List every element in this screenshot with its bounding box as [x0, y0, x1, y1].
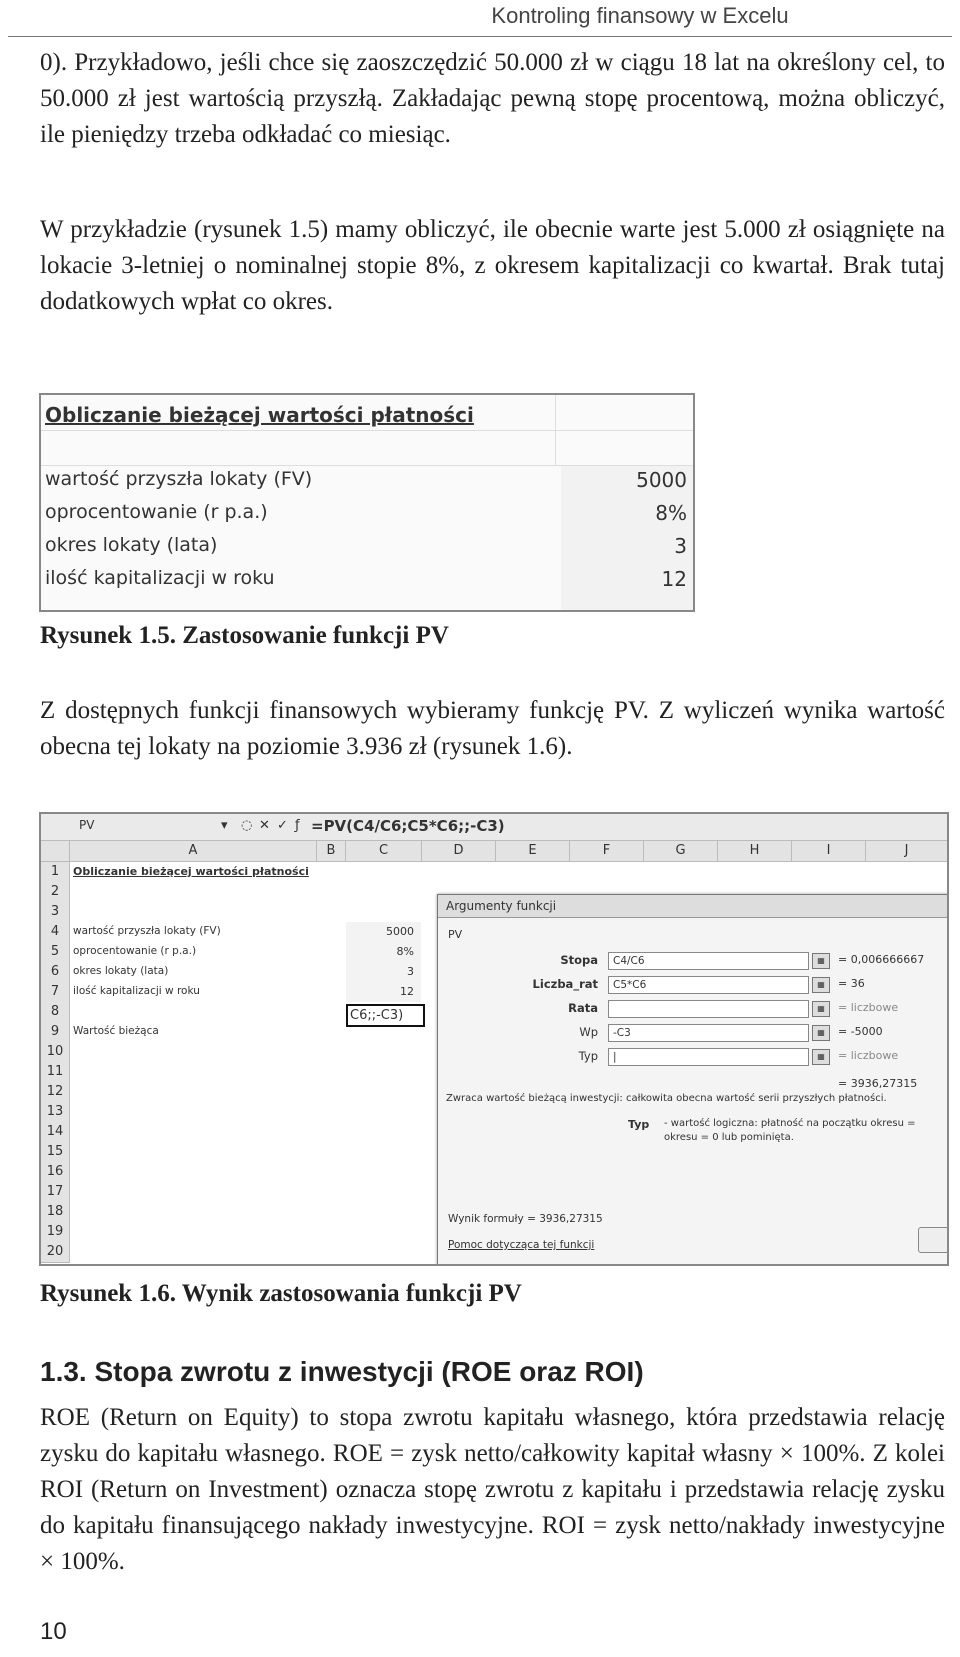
arg-result: = liczbowe — [838, 1049, 899, 1062]
row-header[interactable]: 6 — [41, 962, 70, 983]
formula-bar — [41, 814, 947, 841]
row-label: okres lokaty (lata) — [45, 534, 218, 556]
row-header[interactable]: 9 — [41, 1022, 70, 1043]
arg-label-rata: Rata — [568, 1001, 598, 1015]
column-header[interactable]: I — [792, 841, 866, 862]
arg-label-stopa: Stopa — [560, 953, 598, 967]
arg-label-typ: Typ — [578, 1049, 598, 1063]
chevron-down-icon[interactable]: ▾ — [221, 818, 228, 833]
cell-c5[interactable]: 3 — [407, 965, 414, 978]
typ-description-line1: - wartość logiczna: płatność na początku okresu = — [664, 1118, 916, 1129]
cell-a3[interactable]: wartość przyszła lokaty (FV) — [73, 925, 221, 937]
function-description: Zwraca wartość bieżącą inwestycji: całkowita obecna wartość serii przyszłych płatności. — [446, 1093, 887, 1104]
paragraph-roe-roi-text: ROE (Return on Equity) to stopa zwrotu kapitału własnego, która przedstawia relację zysku do kapitału własnego. ROE = zysk netto/całkowity kapitał własny × 100%. Z kolei ROI (Return on Investment) oznacza stopę zwrotu z kapitału i przedstawia relację zysku do kapitału finansującego nakłady inwestycyjne. ROI = zysk netto/nakłady inwestycyjne × 100%. — [40, 1404, 945, 1575]
name-box[interactable]: PV — [79, 818, 95, 832]
row-value: 12 — [661, 567, 687, 591]
column-header[interactable]: F — [570, 841, 644, 862]
cell-border — [41, 430, 693, 431]
cell-c6[interactable]: 12 — [400, 985, 414, 998]
row-header[interactable]: 16 — [41, 1162, 70, 1183]
row-header[interactable]: 3 — [41, 902, 70, 923]
active-cell-c8[interactable]: C6;;-C3) — [346, 1004, 425, 1027]
arg-result: = -5000 — [838, 1025, 883, 1038]
help-link[interactable]: Pomoc dotycząca tej funkcji — [448, 1239, 595, 1251]
cancel-icon[interactable]: ✕ — [259, 818, 270, 833]
cell-a1[interactable]: Obliczanie bieżącej wartości płatności — [73, 865, 309, 878]
column-header[interactable]: B — [317, 841, 346, 862]
typ-description-label: Typ — [628, 1118, 650, 1131]
formula-result-label: Wynik formuły = 3936,27315 — [448, 1213, 603, 1225]
row-label: wartość przyszła lokaty (FV) — [45, 468, 313, 490]
row-label: ilość kapitalizacji w roku — [45, 567, 275, 589]
collapse-dialog-icon[interactable]: ▦ — [812, 977, 830, 993]
typ-description-line2: okresu = 0 lub pominięta. — [664, 1132, 794, 1143]
row-header[interactable]: 7 — [41, 982, 70, 1003]
arg-result: = 0,006666667 — [838, 953, 925, 966]
column-header[interactable]: C — [346, 841, 422, 862]
circle-icon: ◌ — [241, 818, 253, 833]
paragraph-roe-roi — [40, 1400, 945, 1580]
figure-1-5-spreadsheet — [39, 393, 695, 612]
select-all-corner[interactable] — [41, 841, 70, 862]
arg-input-rata[interactable] — [608, 1000, 809, 1018]
running-head-title: Kontroling finansowy w Excelu — [491, 3, 789, 28]
row-header[interactable]: 20 — [41, 1242, 70, 1263]
figure-1-6-excel-screenshot — [39, 812, 949, 1266]
arg-label-liczba-rat: Liczba_rat — [532, 977, 598, 991]
row-header[interactable]: 19 — [41, 1222, 70, 1243]
column-header[interactable]: J — [866, 841, 948, 862]
collapse-dialog-icon[interactable]: ▦ — [812, 1001, 830, 1017]
page-number: 10 — [40, 1618, 67, 1645]
paragraph-pv-function: Z dostępnych funkcji finansowych wybieramy funkcję PV. Z wyliczeń wynika wartość obecna tej lokaty na poziomie 3.936 zł (rysunek 1.6). — [40, 697, 945, 760]
arg-input-typ[interactable]: | — [608, 1048, 809, 1066]
formula-input[interactable]: =PV(C4/C6;C5*C6;;-C3) — [311, 817, 505, 835]
column-header[interactable]: H — [718, 841, 792, 862]
row-header[interactable]: 12 — [41, 1082, 70, 1103]
row-header[interactable]: 11 — [41, 1062, 70, 1083]
cell-a6[interactable]: ilość kapitalizacji w roku — [73, 985, 200, 997]
collapse-dialog-icon[interactable]: ▦ — [812, 1049, 830, 1065]
arg-input-stopa[interactable]: C4/C6 — [608, 952, 809, 970]
row-header[interactable]: 5 — [41, 942, 70, 963]
row-value: 5000 — [636, 468, 687, 492]
cell-a4[interactable]: oprocentowanie (r p.a.) — [73, 945, 197, 957]
figure-table-title: Obliczanie bieżącej wartości płatności — [45, 403, 474, 427]
arg-input-liczba-rat[interactable]: C5*C6 — [608, 976, 809, 994]
row-label: oprocentowanie (r p.a.) — [45, 501, 268, 523]
arg-result: = liczbowe — [838, 1001, 899, 1014]
figure-caption-1-5: Rysunek 1.5. Zastosowanie funkcji PV — [40, 622, 449, 649]
paragraph-future-value: 0). Przykładowo, jeśli chce się zaoszczędzić 50.000 zł w ciągu 18 lat na określony cel, to 50.000 zł jest wartością przyszłą. Zakładając pewną stopę procentową, można obliczyć, ile pieniędzy trzeba odkładać co miesiąc. — [40, 49, 945, 148]
row-header[interactable]: 1 — [41, 862, 70, 883]
figure-caption-1-6: Rysunek 1.6. Wynik zastosowania funkcji PV — [40, 1280, 522, 1307]
arg-input-wp[interactable]: -C3 — [608, 1024, 809, 1042]
row-header[interactable]: 2 — [41, 882, 70, 903]
header-rule — [8, 36, 952, 37]
column-header[interactable]: E — [496, 841, 570, 862]
function-arguments-dialog — [437, 894, 949, 1266]
insert-function-icon[interactable]: ƒ — [295, 818, 300, 833]
row-header[interactable]: 13 — [41, 1102, 70, 1123]
row-header[interactable]: 17 — [41, 1182, 70, 1203]
collapse-dialog-icon[interactable]: ▦ — [812, 1025, 830, 1041]
row-header[interactable]: 15 — [41, 1142, 70, 1163]
cell-a8[interactable]: Wartość bieżąca — [73, 1025, 159, 1037]
dialog-function-name: PV — [448, 928, 463, 941]
row-header[interactable]: 18 — [41, 1202, 70, 1223]
ok-button[interactable] — [918, 1227, 949, 1253]
arg-result: = 36 — [838, 977, 865, 990]
row-value: 8% — [655, 501, 687, 525]
collapse-dialog-icon[interactable]: ▦ — [812, 953, 830, 969]
paragraph-example: W przykładzie (rysunek 1.5) mamy obliczyć, ile obecnie warte jest 5.000 zł osiągnięte na lokacie 3-letniej o nominalnej stopie 8%, z okresem kapitalizacji co kwartał. Brak tutaj dodatkowych wpłat co okres. — [40, 216, 945, 315]
column-header[interactable]: G — [644, 841, 718, 862]
function-total-result: = 3936,27315 — [838, 1077, 918, 1090]
row-header[interactable]: 10 — [41, 1042, 70, 1063]
row-value: 3 — [674, 534, 687, 558]
column-header[interactable]: A — [70, 841, 317, 862]
cell-c3[interactable]: 5000 — [386, 925, 414, 938]
dialog-title: Argumenty funkcji — [438, 895, 949, 918]
section-heading: 1.3. Stopa zwrotu z inwestycji (ROE oraz ROI) — [40, 1356, 644, 1387]
arg-label-wp: Wp — [579, 1025, 598, 1039]
column-header[interactable]: D — [422, 841, 496, 862]
row-header[interactable]: 8 — [41, 1002, 70, 1023]
row-header[interactable]: 4 — [41, 922, 70, 943]
enter-icon[interactable]: ✓ — [277, 818, 288, 833]
running-head — [0, 0, 960, 40]
cell-c4[interactable]: 8% — [396, 945, 414, 958]
row-header[interactable]: 14 — [41, 1122, 70, 1143]
cell-border — [41, 465, 693, 466]
cell-a5[interactable]: okres lokaty (lata) — [73, 965, 169, 977]
